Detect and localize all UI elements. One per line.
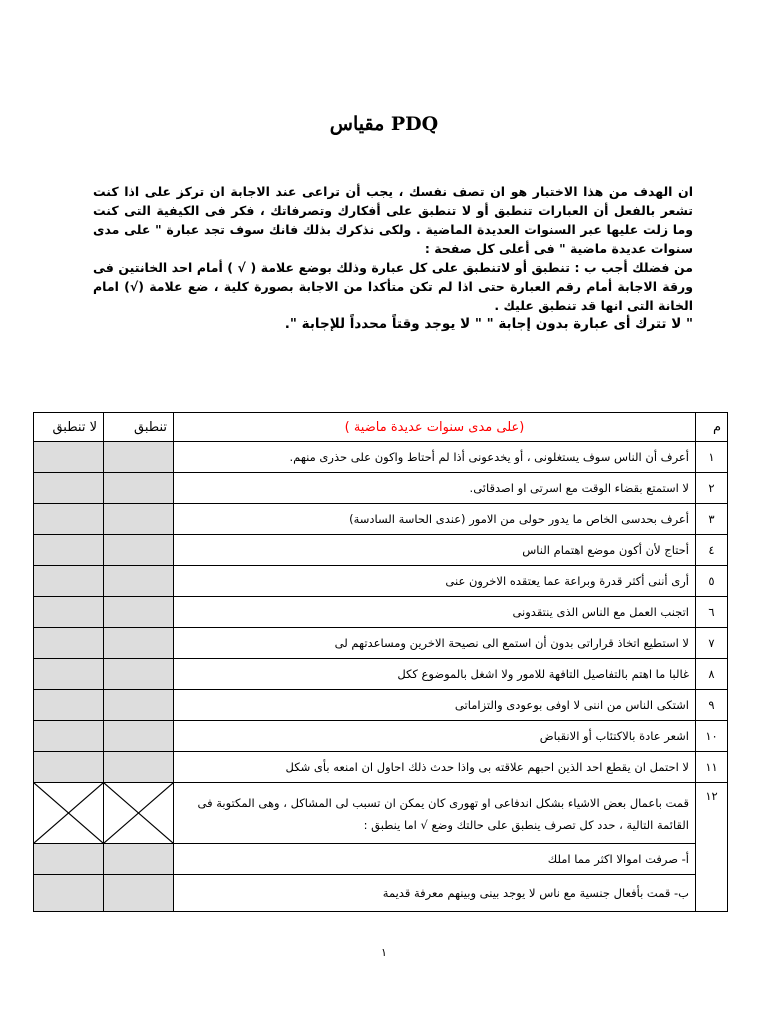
questionnaire-table xyxy=(33,412,728,912)
not-applies-cell[interactable] xyxy=(34,473,104,504)
not-applies-cell[interactable] xyxy=(34,690,104,721)
header-statement: (على مدى سنوات عديدة ماضية ) xyxy=(174,413,696,442)
table-row xyxy=(34,690,728,721)
not-applies-cell[interactable] xyxy=(34,597,104,628)
item-text: غالبا ما اهتم بالتفاصيل التافهة للامور ولا اشغل بالموضوع ككل xyxy=(174,659,696,690)
instructions-paragraph-2: من فضلك أجب ب : تنطبق أو لاتنطبق على كل عبارة وذلك بوضع علامة ( √ ) أمام احد الخانتين فى ورقة الاجابة أمام رقم العبارة حتى اذا لم تكن متأكدا من الاجابة بصورة كلية ، ضع علامة (√) امام الخانة التى انها قد تنطبق عليك . xyxy=(93,260,693,313)
applies-cell[interactable] xyxy=(104,690,174,721)
applies-cell[interactable] xyxy=(104,875,174,912)
not-applies-cell[interactable] xyxy=(34,628,104,659)
not-applies-cell[interactable] xyxy=(34,566,104,597)
not-applies-cell[interactable] xyxy=(34,504,104,535)
applies-cell[interactable] xyxy=(104,844,174,875)
item-number: ٩ xyxy=(696,690,728,721)
item-text: أحتاج لأن أكون موضع اهتمام الناس xyxy=(174,535,696,566)
item-number: ٦ xyxy=(696,597,728,628)
item-number: ٧ xyxy=(696,628,728,659)
not-applies-cell[interactable] xyxy=(34,659,104,690)
applies-cell[interactable] xyxy=(104,628,174,659)
item-number: ٨ xyxy=(696,659,728,690)
table-row xyxy=(34,721,728,752)
header-applies: تنطبق xyxy=(104,413,174,442)
item-text: لا احتمل ان يقطع احد الذين احبهم علاقته بى واذا حدث ذلك احاول ان امنعه بأى شكل xyxy=(174,752,696,783)
instructions-paragraph-3: " لا تترك أى عبارة بدون إجابة " " لا يوجد وقتاً محدداً للإجابة ". xyxy=(284,316,693,332)
applies-cell[interactable] xyxy=(104,442,174,473)
item-text: اشتكى الناس من اننى لا اوفى بوعودى والتزاماتى xyxy=(174,690,696,721)
instructions xyxy=(93,182,693,334)
item-text: قمت باعمال بعض الاشياء بشكل اندفاعى او تهورى كان يمكن ان تسبب لى المشاكل ، وهى المكتوبة فى القائمة التالية ، حدد كل تصرف ينطبق على حالتك وضع √ اما ينطبق : xyxy=(174,783,696,844)
not-applies-cell[interactable] xyxy=(34,875,104,912)
sub-item-a: أ- صرفت اموالا اكثر مما املك xyxy=(174,844,696,875)
item-number: ٥ xyxy=(696,566,728,597)
applies-cell[interactable] xyxy=(104,752,174,783)
header-number: م xyxy=(696,413,728,442)
item-text: أعرف بحدسى الخاص ما يدور حولى من الامور (عندى الحاسة السادسة) xyxy=(174,504,696,535)
sub-item-b: ب- قمت بأفعال جنسية مع ناس لا يوجد بينى وبينهم معرفة قديمة xyxy=(174,875,696,912)
table-row-12a xyxy=(34,844,728,875)
page-title: مقياس PDQ xyxy=(329,113,439,135)
item-number: ٤ xyxy=(696,535,728,566)
header-not-applies: لا تنطبق xyxy=(34,413,104,442)
cross-mark-icon xyxy=(104,783,173,843)
not-applies-cell[interactable] xyxy=(34,844,104,875)
table-row xyxy=(34,752,728,783)
crossed-out-cell xyxy=(34,783,104,844)
instructions-paragraph-1: ان الهدف من هذا الاختبار هو ان تصف نفسك ، يجب أن تراعى عند الاجابة ان تركز على اذا كنت تشعر بالفعل أن العبارات تنطبق أو لا تنطبق على أفكارك وتصرفاتك ، فكر فى الكيفية التى كنت وما زلت عليها عبر السنوات العديدة الماضية . ولكى نذكرك بذلك فانك سوف تجد عبارة " على مدى سنوات عديدة ماضية " فى أعلى كل صفحة : xyxy=(93,184,693,256)
item-text: أرى أننى أكثر قدرة وبراعة عما يعتقده الاخرون عنى xyxy=(174,566,696,597)
not-applies-cell[interactable] xyxy=(34,721,104,752)
item-number: ١٠ xyxy=(696,721,728,752)
applies-cell[interactable] xyxy=(104,659,174,690)
table-row-12-main xyxy=(34,783,728,844)
item-number: ١٢ xyxy=(696,783,728,912)
item-number: ١١ xyxy=(696,752,728,783)
table-row-12b xyxy=(34,875,728,912)
table-row xyxy=(34,504,728,535)
not-applies-cell[interactable] xyxy=(34,442,104,473)
applies-cell[interactable] xyxy=(104,597,174,628)
item-text: أعرف أن الناس سوف يستغلونى ، أو يخدعونى أذا لم أحتاط واكون على حذرى منهم. xyxy=(174,442,696,473)
not-applies-cell[interactable] xyxy=(34,752,104,783)
item-text: اشعر عادة بالاكتئاب أو الانقباض xyxy=(174,721,696,752)
table-row xyxy=(34,566,728,597)
applies-cell[interactable] xyxy=(104,721,174,752)
table-row xyxy=(34,597,728,628)
table-row xyxy=(34,659,728,690)
item-number: ٣ xyxy=(696,504,728,535)
cross-mark-icon xyxy=(34,783,103,843)
table-row xyxy=(34,535,728,566)
table-row xyxy=(34,628,728,659)
item-number: ٢ xyxy=(696,473,728,504)
applies-cell[interactable] xyxy=(104,473,174,504)
not-applies-cell[interactable] xyxy=(34,535,104,566)
item-text: لا استطيع اتخاذ قراراتى بدون أن استمع الى نصيحة الاخرين ومساعدتهم لى xyxy=(174,628,696,659)
crossed-out-cell xyxy=(104,783,174,844)
item-text: لا استمتع بقضاء الوقت مع اسرتى او اصدقائى. xyxy=(174,473,696,504)
table-row xyxy=(34,473,728,504)
table-row xyxy=(34,442,728,473)
applies-cell[interactable] xyxy=(104,504,174,535)
item-text: اتجنب العمل مع الناس الذى ينتقدونى xyxy=(174,597,696,628)
applies-cell[interactable] xyxy=(104,535,174,566)
table-header-row xyxy=(34,413,728,442)
page-number: ١ xyxy=(381,946,387,959)
applies-cell[interactable] xyxy=(104,566,174,597)
item-number: ١ xyxy=(696,442,728,473)
